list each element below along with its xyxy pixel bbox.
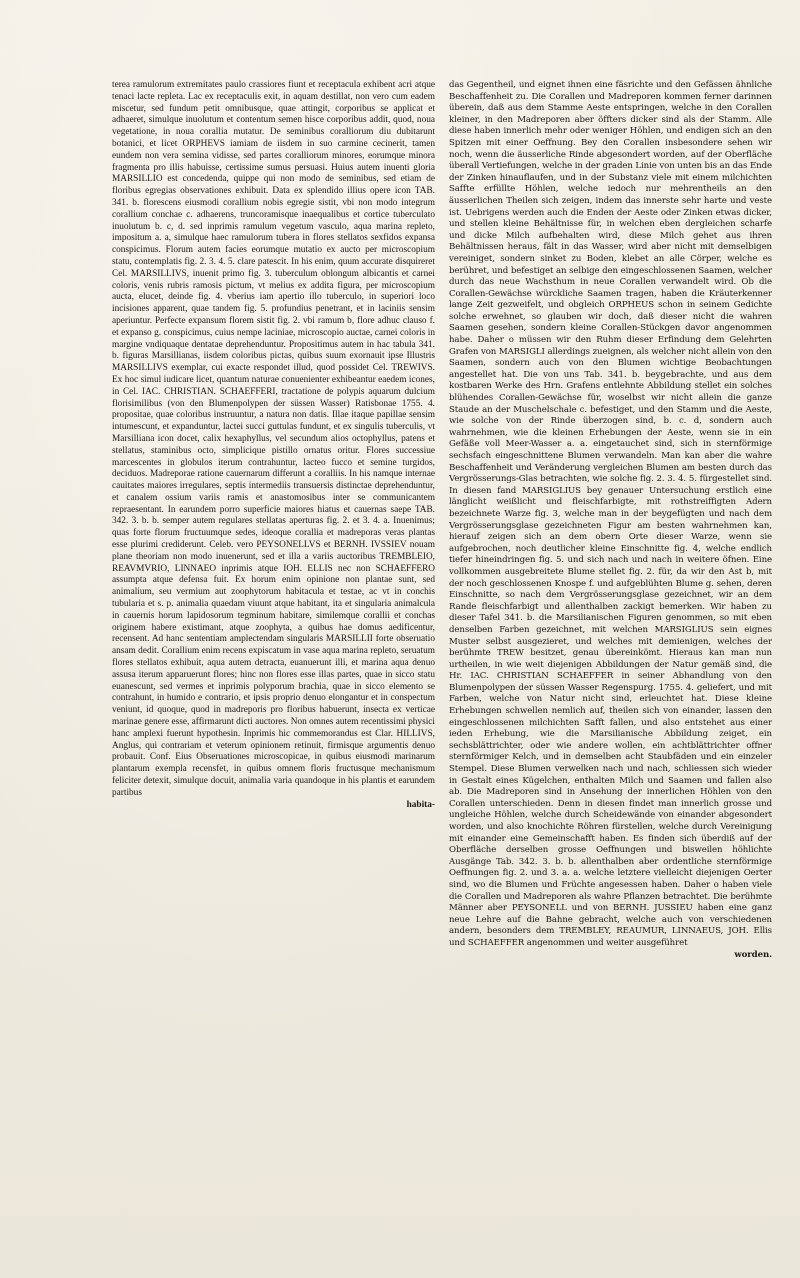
two-column-layout bbox=[112, 80, 772, 1258]
german-column bbox=[449, 80, 772, 1258]
german-catchword: worden. bbox=[734, 949, 772, 960]
latin-body-text: terea ramulorum extremitates paulo crassiores fiunt et receptacula exhibent acri atque tenaci lacte repleta. Lac ex receptaculis exit, in aquam destillat, non vero cum eadem miscetur, sed fundum petit omnibusque, quae attingit, corporibus se applicat et adhaeret, simulque inuolutum et contentum semen hisce corporibus addit, quod, noua vegetatione, in noua corallia mutatur. De seminibus coralliorum diu dubitarunt botanici, et licet ORPHEVS iamiam de iisdem in suo carmine cecinerit, tamen eundem non vera semina vidisse, sed partes coralliorum minores, eorumque minora fragmenta pro illis habuisse, certissime sumus persuasi. Huius autem inuenti gloria MARSILLIO est concedenda, quippe qui non modo de seminibus, sed etiam de floribus egregias observationes exhibuit. Data ex splendido illius opere icon TAB. 341. b. florescens eiusmodi corallium nobis egregie sistit, vbi non modo integrum corallium conchae c. adhaerens, truncoramisque inaequalibus et cortice tuberculato inuolutum b. c, d. sed inprimis ramulum vegetum vasculo, aqua marina repleto, impositum a. a, simulque haec ramulorum tubera in flores stellatos sexfidos expansa conspicimus. Florum autem facies eorumque mutatio ex aucto per microscopium statu, contemplatis fig. 2. 3. 4. 5. clare patescit. In his enim, quum accurate disquireret Cel. MARSILLIVS, inuenit primo fig. 3. tuberculum oblongum albicantis et carnei coloris, venis rubris ramosis pictum, vt melius ex addita figura, per microscopium aucta, elucet, deinde fig. 4. vberius iam apertio illo tuberculo, in superiori loco incisiones apparent, quae tandem fig. 5. profundius penetrant, et in laciniis sensim aperiuntur. Perfecte expansum florem sistit fig. 2. vbi ramum b, flore adhuc clauso f. et expanso g. conspicimus, cuius nempe laciniae, microscopio auctae, carnei coloris in margine vndiquaque dentatae deprehenduntur. Propositimus autem in hac tabula 341. b. figuras Marsillianas, iisdem coloribus pictas, quibus suum exornauit ipse Illustris MARSILLIVS exemplar, cui exacte respondet illud, quod possidet Cel. TREWIVS. Ex hoc simul iudicare licet, quantum naturae conuenienter exhibeantur eaedem icones, in Cel. IAC. CHRISTIAN. SCHAEFFERI, tractatione de polypis aquarum dulcium florisimilibus (von den Blumenpolypen der süssen Wasser) Ratisbonae 1755. 4. propositae, quae coloribus instruuntur, a natura non datis. Illae itaque papillae sensim intumescunt, et expanduntur, lactei succi guttulas fundunt, et ex singulis tuberculis, vt Marsilliana icon docet, calix hexaphyllus, vel secundum alios octophyllus, patens et stellatus, staminibus octo, simplicique pistillo ornatus oritur. Flores successiue marcescentes in globulos iterum contrahuntur, lacteo fucco et semine turgidos, deciduos. Madreporae ratione cauernarum differunt a coralliis. In his namque internae cauitates maiores irregulares, septis intermediis transuersis distinctae deprehenduntur, et canalem ossium variis ramis et anastomosibus inter se communicantem repraesentant. In earundem porro superficie maiores hiatus et cauernas saepe TAB. 342. 3. b. b. semper autem regulares stellatas aperturas fig. 2. et 3. 4. a. Inuenimus; quas forte florum fructuumque sedes, ideoque corallia et madreporas veras plantas esse plurimi crediderunt. Celeb. vero PEYSONELLVS et BERNH. IVSSIEV nouam plane theoriam non modo inuenerunt, sed et illa a variis auctoribus TREMBLEIO, REAVMVRIO, LINNAEO inprimis atque IOH. ELLIS nec non SCHAEFFERO assumpta atque defensa fuit. Ex horum enim opinione non plantae sunt, sed animalium, seu vermium aut zoophytorum habitacula et testae, ac vt in conchis tubularia et s. p. animalia quaedam viuunt atque habitant, ita et singularia animalcula in cauernis horum lapidosorum tegminum habitare, similemque corallii et conchas originem habere existimant, atque zoophyta, a quibus hae domus aedificentur, recensent. Ad hanc sententiam amplectendam singularis MARSILLII forte obseruatio ansam dedit. Corallium enim recens expiscatum in vase aqua marina repleto, seruatum flores stellatos exhibuit, aqua autem detracta, euanuerunt illi, et marina aqua denuo assusa iterum apparuerunt flores; hinc non flores esse illas partes, quae in sicco statu euanescunt, sed vermes et inprimis polyporum brachia, quae in sicco elemento se contrahunt, in humido e contrario, et ipsis proprio denuo elongantur et in conspectum veniunt, id quoque, quod in madreporis pro floribus habuerunt, insecta ex verticae marinae genere esse, affirmarunt dicti auctores. Non omnes autem recentissimi physici hanc amplexi fuerunt hypothesin. Inprimis hic commemorandus est Clar. HILLIVS, Anglus, qui contrariam et veterum opinionem retinuit, firmisque argumentis denuo probauit. Conf. Eius Obseruationes microscopicae, in quibus eiusmodi marinarum plantarum exempla recensfet, in quibus omnem floris fructusque mechanismum feliciter detexit, simulque docuit, animalia varia quandoque in his plantis et earundem partibus bbox=[112, 80, 435, 798]
latin-column bbox=[112, 80, 435, 1258]
german-body-text: das Gegentheil, und eignet ihnen eine fäsrichte und den Gefässen ähnliche Beschaffenheit zu. Die Corallen und Madreporen kommen ferner darinnen überein, daß aus dem Stamme Aeste entspringen, welche in den Corallen kleiner, in den Madreporen aber öffters dicker sind als der Stamm. Alle diese haben innerlich mehr oder weniger Höhlen, und endigen sich an den Spitzen mit einer Oeffnung. Bey den Corallen insbesondere sehen wir noch, wenn die äusserliche Rinde abgesondert worden, auf der Oberfläche überall Vertiefungen, welche in der graden Linie von unten bis an das Ende der Zinken hinauflaufen, und in der Substanz viele mit einem milchichten Saffte erfüllte Höhlen, welche iedoch nur mehrentheils an den äusserlichen Theilen sich zeigen, indem das innerste sehr harte und veste ist. Uebrigens werden auch die Enden der Aeste oder Zinken etwas dicker, und stellen kleine Behältnisse für, in welchen eben dergleichen scharfe und dicke Milch aufbehalten wird, diese Milch gehet aus ihren Behältnissen heraus, fält in das Wasser, wird aber nicht mit demselbigen vereiniget, sondern sinket zu Boden, klebet an alle Cörper, welche es berühret, und befestiget an selbige den eingeschlossenen Saamen, welcher durch das neue Wachsthum in neue Corallen verwandelt wird. Ob die Corallen-Gewächse würckliche Saamen tragen, haben die Kräuterkenner lange Zeit gezweifelt, und obgleich ORPHEUS schon in seinem Gedichte solche erwehnet, so glauben wir doch, daß dieser nicht die wahren Saamen gesehen, sondern kleine Corallen-Stückgen davor angenommen habe. Daher o müssen wir den Ruhm dieser Erfindung dem Gelehrten Grafen von MARSIGLI allerdings zueignen, als welcher nicht allein von den Saamen, sondern auch von den Blumen wichtige Beobachtungen angestellet hat. Die von uns Tab. 341. b. beygebrachte, und aus dem kostbaren Werke des Hrn. Grafens entlehnte Abbildung stellet ein solches blühendes Corallen-Gewächse für, woselbst wir nicht allein die ganze Staude an der Muschelschale c. befestiget, und den Stamm und die Aeste, wie solche von der Rinde überzogen sind, b. c. d, sondern auch wahrnehmen, wie die kleinen Erhebungen der Aeste, wenn sie in ein Gefäße voll Meer-Wasser a. a. eingetauchet sind, sich in sternförmige sechsfach eingeschnittene Blumen verwandeln. Man kan aber die wahre Beschaffenheit und Veränderung vergleichen Blumen am besten durch das Vergrösserungs-Glas betrachten, wie solche fig. 2. 3. 4. 5. fürgestellet sind. In diesen fand MARSIGLIUS bey genauer Untersuchung erstlich eine länglicht weißlicht und fleischfarbigte, mit rothstreiffigten Adern bezeichnete Warze fig. 3, welche man in der beygefügten und nach dem Vergrösserungsglase gezeichneten Figur am besten wahrnehmen kan, hierauf zeigen sich an dem obern Orte dieser Warze, wenn sie aufgebrochen, noch deutlicher kleine Einschnitte fig. 4, welche endlich tiefer hineindringen fig. 5. und sich nach und nach in weitere öfnen. Eine vollkommen ausgebreitete Blume stellet fig. 2. für, da wir den Ast b, mit der noch geschlossenen Knospe f. und aufgeblühten Blume g. sehen, deren Einschnitte, so nach dem Vergrösserungsglase gezeichnet, wir an dem Rande fleischfarbigt und allenthalben zackigt bemerken. Wir haben zu dieser Tafel 341. b. die Marsilianischen Figuren genommen, so mit eben denselben Farben gezeichnet, mit welchen MARSIGLIUS sein eignes Muster selbst ausgezieret, und welches mit demienigen, welches der berühmte TREW besitzet, genau übereinkömt. Hieraus kan man nun urtheilen, in wie weit diejenigen Abbildungen der Natur gemäß sind, die Hr. IAC. CHRISTIAN SCHAEFFER in seiner Abhandlung von den Blumenpolypen der süssen Wasser Regenspurg. 1755. 4. geliefert, und mit Farben, welche von Natur nicht sind, erleuchtet hat. Diese kleine Erhebungen schwellen nemlich auf, theilen sich von einander, lassen den eingeschlossenen milchichten Safft fallen, und also entstehet aus einer ieden Erhebung, wie die Marsilianische Abbildung zeiget, ein sechsblättrichter, oder wie andere wollen, ein achtblättrichter offner sternförmiger Kelch, und in demselben acht Staubfäden und ein einzeler Stempel. Diese Blumen verwelken nach und nach, schliessen sich wieder in Gestalt eines Kügelchen, enthalten Milch und Saamen und fallen also ab. Die Madreporen sind in Ansehung der innerlichen Höhlen von den Corallen unterschieden. Denn in diesen findet man innerlich grosse und ungleiche Höhlen, welche durch Scheidewände von einander abgesondert worden, und also knochichte Röhren fürstellen, welche durch Vereinigung mit einander eine Gemeinschafft haben. Es finden sich überdiß auf der Oberfläche derselben grosse Oeffnungen und bisweilen höhlichte Ausgänge Tab. 342. 3. b. b. allenthalben aber ordentliche sternförmige Oeffnungen fig. 2. und 3. a. a. welche letztere vielleicht diejenigen Oerter sind, wo die Blumen und Früchte angesessen haben. Daher o haben viele die Corallen und Madreporen als wahre Pflanzen betrachtet. Die berühmte Männer aber PEYSONELL und von BERNH. JUSSIEU haben eine ganz neue Lehre auf die Bahne gebracht, welche auch von verschiedenen andern, besonders dem TREMBLEY, REAUMUR, LINNAEUS, JOH. Ellis und SCHAEFFER angenommen und weiter ausgeführet bbox=[449, 80, 772, 948]
latin-catchword: habita- bbox=[406, 799, 435, 810]
